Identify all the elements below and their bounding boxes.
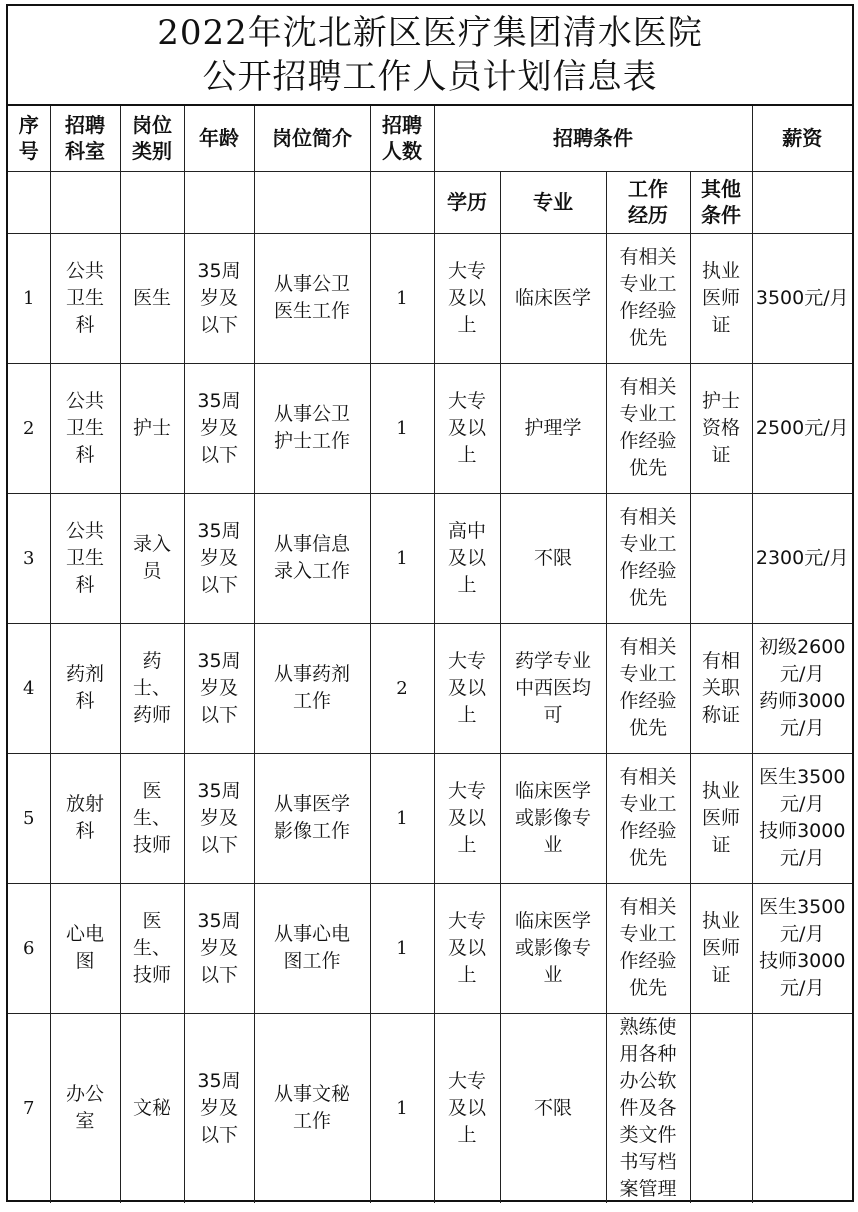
header-row-1 [8,106,852,171]
cell-experience: 有相关 专业工 作经验 优先 [606,363,690,493]
recruitment-document [6,4,854,1202]
header-conditions: 招聘条件 [434,106,752,171]
header-blank [254,171,370,233]
header-blank [50,171,120,233]
cell-index: 5 [8,753,50,883]
header-category: 岗位 类别 [120,106,184,171]
header-other: 其他 条件 [690,171,752,233]
cell-age: 35周 岁及 以下 [184,233,254,363]
header-age: 年龄 [184,106,254,171]
cell-salary [752,1013,852,1203]
cell-index: 2 [8,363,50,493]
cell-description: 从事心电 图工作 [254,883,370,1013]
cell-description: 从事公卫 医生工作 [254,233,370,363]
cell-salary: 医生3500 元/月 技师3000 元/月 [752,883,852,1013]
cell-experience: 有相关 专业工 作经验 优先 [606,493,690,623]
cell-other [690,493,752,623]
cell-salary: 医生3500 元/月 技师3000 元/月 [752,753,852,883]
cell-category: 文秘 [120,1013,184,1203]
cell-salary: 2500元/月 [752,363,852,493]
header-blank [184,171,254,233]
cell-index: 3 [8,493,50,623]
cell-department: 公共 卫生 科 [50,233,120,363]
table-row [8,753,852,883]
cell-category: 药 士、 药师 [120,623,184,753]
cell-category: 医 生、 技师 [120,753,184,883]
cell-experience: 有相关 专业工 作经验 优先 [606,623,690,753]
cell-category: 医生 [120,233,184,363]
cell-major: 护理学 [500,363,606,493]
cell-index: 4 [8,623,50,753]
cell-department: 公共 卫生 科 [50,493,120,623]
header-blank [752,171,852,233]
cell-description: 从事药剂 工作 [254,623,370,753]
cell-experience: 熟练使 用各种 办公软 件及各 类文件 书写档 案管理 [606,1013,690,1203]
cell-index: 7 [8,1013,50,1203]
cell-major: 临床医学 或影像专 业 [500,883,606,1013]
cell-description: 从事公卫 护士工作 [254,363,370,493]
cell-count: 2 [370,623,434,753]
cell-education: 大专 及以 上 [434,1013,500,1203]
cell-major: 药学专业 中西医均 可 [500,623,606,753]
cell-salary: 2300元/月 [752,493,852,623]
cell-other: 执业 医师 证 [690,753,752,883]
cell-education: 大专 及以 上 [434,623,500,753]
header-row-2 [8,171,852,233]
header-description: 岗位简介 [254,106,370,171]
cell-count: 1 [370,1013,434,1203]
cell-major: 不限 [500,493,606,623]
cell-age: 35周 岁及 以下 [184,363,254,493]
header-count: 招聘 人数 [370,106,434,171]
table-row [8,233,852,363]
document-title [8,6,852,106]
recruitment-table [8,106,852,1203]
title-line-2: 公开招聘工作人员计划信息表 [202,57,658,97]
cell-count: 1 [370,363,434,493]
cell-age: 35周 岁及 以下 [184,1013,254,1203]
cell-department: 放射 科 [50,753,120,883]
cell-other: 执业 医师 证 [690,883,752,1013]
cell-department: 公共 卫生 科 [50,363,120,493]
cell-category: 护士 [120,363,184,493]
cell-description: 从事文秘 工作 [254,1013,370,1203]
cell-experience: 有相关 专业工 作经验 优先 [606,883,690,1013]
header-major: 专业 [500,171,606,233]
cell-salary: 初级2600 元/月 药师3000 元/月 [752,623,852,753]
cell-department: 心电 图 [50,883,120,1013]
header-education: 学历 [434,171,500,233]
cell-index: 1 [8,233,50,363]
cell-salary: 3500元/月 [752,233,852,363]
cell-other: 执业 医师 证 [690,233,752,363]
cell-major: 不限 [500,1013,606,1203]
header-experience: 工作 经历 [606,171,690,233]
cell-education: 大专 及以 上 [434,233,500,363]
cell-count: 1 [370,233,434,363]
title-line-1: 2022年沈北新区医疗集团清水医院 [157,13,703,53]
cell-description: 从事信息 录入工作 [254,493,370,623]
cell-age: 35周 岁及 以下 [184,623,254,753]
cell-department: 办公 室 [50,1013,120,1203]
cell-department: 药剂 科 [50,623,120,753]
table-row [8,1013,852,1203]
cell-other: 有相 关职 称证 [690,623,752,753]
table-row [8,493,852,623]
cell-experience: 有相关 专业工 作经验 优先 [606,753,690,883]
cell-education: 大专 及以 上 [434,363,500,493]
header-blank [370,171,434,233]
header-salary: 薪资 [752,106,852,171]
table-row [8,623,852,753]
cell-category: 医 生、 技师 [120,883,184,1013]
cell-other [690,1013,752,1203]
cell-count: 1 [370,753,434,883]
table-row [8,363,852,493]
cell-age: 35周 岁及 以下 [184,883,254,1013]
cell-count: 1 [370,883,434,1013]
cell-major: 临床医学 或影像专 业 [500,753,606,883]
cell-major: 临床医学 [500,233,606,363]
cell-category: 录入 员 [120,493,184,623]
cell-count: 1 [370,493,434,623]
cell-education: 高中 及以 上 [434,493,500,623]
cell-age: 35周 岁及 以下 [184,493,254,623]
header-blank [120,171,184,233]
cell-education: 大专 及以 上 [434,753,500,883]
cell-other: 护士 资格 证 [690,363,752,493]
header-index: 序 号 [8,106,50,171]
cell-description: 从事医学 影像工作 [254,753,370,883]
cell-experience: 有相关 专业工 作经验 优先 [606,233,690,363]
table-row [8,883,852,1013]
header-blank [8,171,50,233]
header-department: 招聘 科室 [50,106,120,171]
cell-age: 35周 岁及 以下 [184,753,254,883]
cell-education: 大专 及以 上 [434,883,500,1013]
cell-index: 6 [8,883,50,1013]
